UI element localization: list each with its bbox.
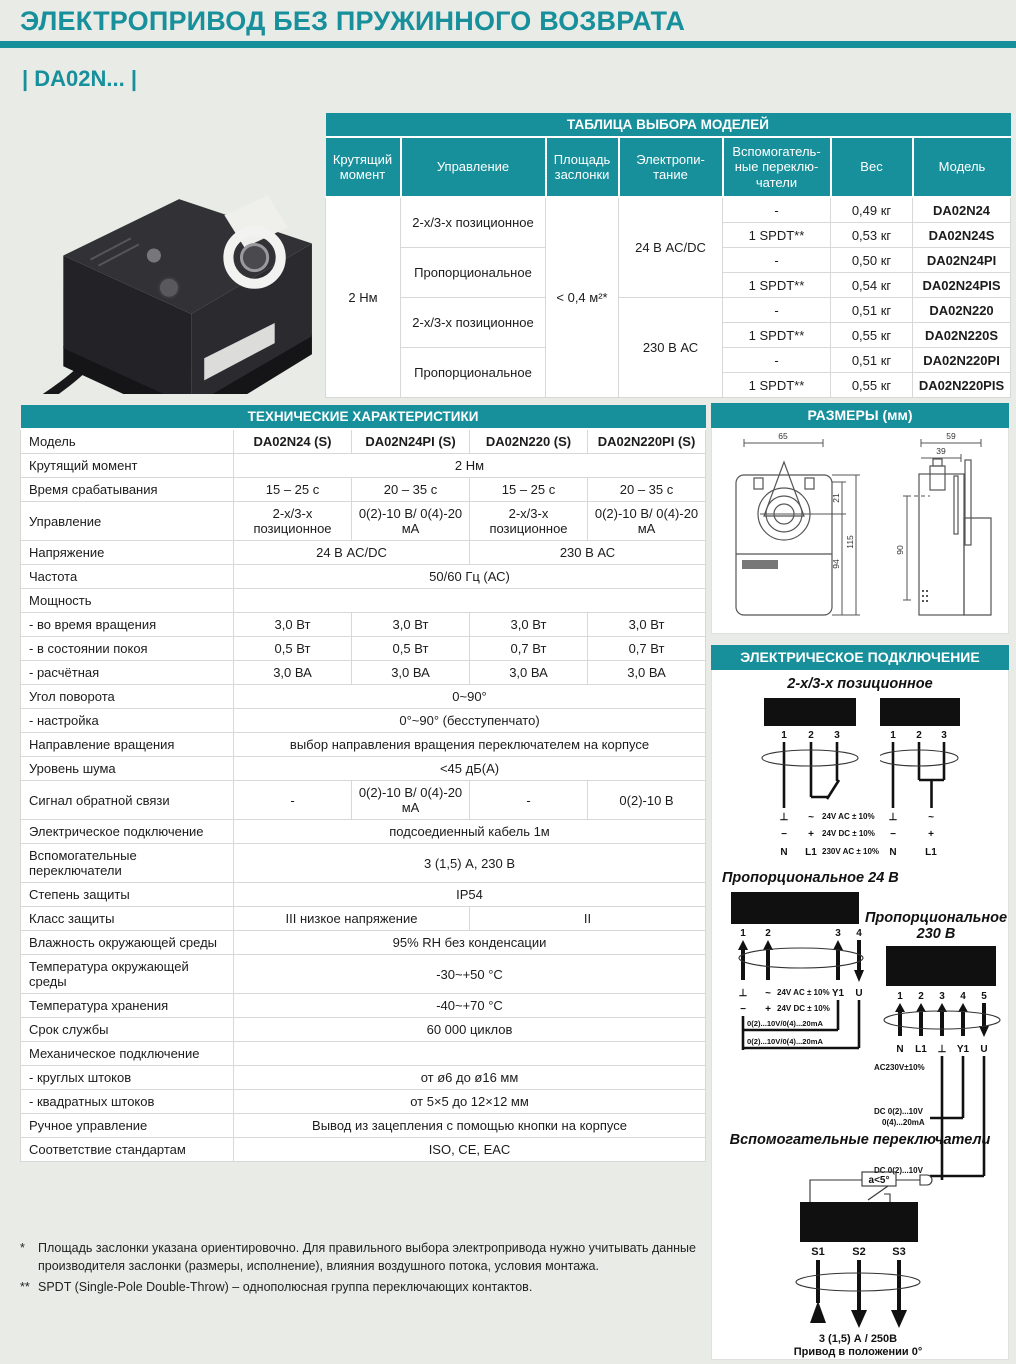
spec-value: 0,7 Вт	[588, 637, 706, 661]
spec-value: 24 В AC/DC	[234, 541, 470, 565]
svg-text:1: 1	[890, 730, 896, 741]
svg-text:94: 94	[831, 559, 841, 569]
svg-text:3: 3	[835, 928, 841, 939]
spec-value: DA02N220 (S)	[470, 429, 588, 454]
svg-text:⊥: ⊥	[779, 812, 789, 823]
spec-row	[21, 541, 706, 565]
page-title: ЭЛЕКТРОПРИВОД БЕЗ ПРУЖИННОГО ВОЗВРАТА	[20, 6, 686, 36]
area-cell: < 0,4 м²*	[546, 197, 619, 398]
spec-value: подсоедиенный кабель 1м	[234, 820, 706, 844]
spec-row	[21, 613, 706, 637]
manual-release-button	[159, 278, 179, 298]
spec-value: II	[470, 907, 706, 931]
spec-value: 15 – 25 с	[470, 478, 588, 502]
spec-row	[21, 994, 706, 1018]
svg-text:−: −	[890, 829, 896, 840]
svg-text:90: 90	[895, 545, 905, 555]
spec-value: 3,0 ВА	[234, 661, 352, 685]
diagram-title-prop230: Пропорциональное 230 В	[864, 910, 1008, 942]
wiring-diagram-positional-24v	[722, 696, 880, 866]
side-view-drawing	[870, 430, 1002, 628]
spec-value: -30~+50 °С	[234, 955, 706, 994]
spec-row	[21, 907, 706, 931]
power-cell: 230 В АС	[619, 298, 723, 398]
spec-value: 0,7 Вт	[470, 637, 588, 661]
svg-text:24V DC ± 10%: 24V DC ± 10%	[777, 1004, 830, 1013]
svg-text:0(2)...10V/0(4)...20mA: 0(2)...10V/0(4)...20mA	[747, 1019, 823, 1028]
switch-cell: 1 SPDT**	[723, 273, 831, 298]
title-rule	[0, 41, 1016, 48]
actuator-block	[880, 698, 960, 726]
svg-text:U: U	[855, 988, 863, 999]
column-header-row	[326, 137, 1011, 197]
spec-value: 0(2)-10 В/ 0(4)-20 мА	[352, 781, 470, 820]
model-selection-table	[325, 113, 1011, 398]
spec-row	[21, 429, 706, 454]
wiring-panel	[711, 645, 1009, 1360]
col-model: Модель	[913, 137, 1011, 197]
model-cell: DA02N24S	[913, 223, 1011, 248]
model-cell: DA02N220S	[913, 323, 1011, 348]
svg-text:39: 39	[936, 446, 946, 456]
dimensions-panel	[711, 403, 1009, 634]
spec-label: - квадратных штоков	[21, 1090, 234, 1114]
svg-text:1: 1	[897, 991, 903, 1002]
torque-cell: 2 Нм	[326, 197, 401, 398]
spec-label: Температура хранения	[21, 994, 234, 1018]
spec-value: 230 В АС	[470, 541, 706, 565]
svg-text:24V DC ± 10%: 24V DC ± 10%	[822, 829, 875, 838]
svg-text:+: +	[808, 829, 814, 840]
spec-row	[21, 1018, 706, 1042]
spec-value: IP54	[234, 883, 706, 907]
spec-row	[21, 733, 706, 757]
spec-label: Крутящий момент	[21, 454, 234, 478]
spec-label: Температура окружающей среды	[21, 955, 234, 994]
svg-text:59: 59	[946, 431, 956, 441]
spec-value: 0,5 Вт	[234, 637, 352, 661]
tech-specs-table	[20, 405, 706, 1162]
svg-text:+: +	[765, 1004, 771, 1015]
svg-text:Привод в положении 0°: Привод в положении 0°	[793, 1346, 923, 1358]
svg-text:Y1: Y1	[956, 1044, 970, 1055]
svg-text:2: 2	[808, 730, 814, 741]
spec-label: Мощность	[21, 589, 234, 613]
shaft-clamp	[241, 244, 267, 270]
svg-text:−: −	[740, 1004, 746, 1015]
table-row	[326, 197, 1011, 223]
spec-label: Направление вращения	[21, 733, 234, 757]
svg-text:~: ~	[928, 812, 934, 823]
spec-value: 3,0 ВА	[588, 661, 706, 685]
spec-row	[21, 709, 706, 733]
wiring-body	[711, 670, 1009, 1360]
spec-row	[21, 637, 706, 661]
spec-row	[21, 757, 706, 781]
spec-row	[21, 565, 706, 589]
spec-row	[21, 1066, 706, 1090]
spec-row	[21, 685, 706, 709]
spec-label: Класс защиты	[21, 907, 234, 931]
svg-text:3: 3	[939, 991, 945, 1002]
col-control: Управление	[401, 137, 546, 197]
switch-cell: 1 SPDT**	[723, 223, 831, 248]
spec-value: 0,5 Вт	[352, 637, 470, 661]
spec-value: 0°~90° (бесступенчато)	[234, 709, 706, 733]
spec-value: 3,0 ВА	[470, 661, 588, 685]
spec-value: 3,0 Вт	[234, 613, 352, 637]
switch-block	[800, 1202, 918, 1242]
spec-value: от ø6 до ø16 мм	[234, 1066, 706, 1090]
svg-text:2: 2	[918, 991, 924, 1002]
svg-text:AC230V±10%: AC230V±10%	[874, 1063, 925, 1072]
spec-row	[21, 781, 706, 820]
actuator-block	[886, 946, 996, 986]
model-cell: DA02N24	[913, 197, 1011, 223]
spec-row	[21, 478, 706, 502]
spec-value: 3 (1,5) А, 230 В	[234, 844, 706, 883]
weight-cell: 0,54 кг	[831, 273, 913, 298]
spec-value: выбор направления вращения переключателем на корпусе	[234, 733, 706, 757]
table-row	[326, 298, 1011, 323]
spec-value	[234, 1042, 706, 1066]
svg-text:⊥: ⊥	[738, 988, 748, 999]
svg-text:DC 0(2)...10V: DC 0(2)...10V	[874, 1166, 923, 1175]
control-cell: 2-х/3-х позиционное	[401, 298, 546, 348]
spec-label: Вспомогательные переключатели	[21, 844, 234, 883]
spec-value: 0(2)-10 В	[588, 781, 706, 820]
footnotes	[20, 1240, 708, 1301]
wiring-diagram-prop-230v	[872, 946, 1010, 1188]
spec-row	[21, 820, 706, 844]
spec-row	[21, 955, 706, 994]
svg-text:N: N	[896, 1044, 904, 1055]
spec-value: 2-х/3-х позиционное	[234, 502, 352, 541]
front-view-drawing	[720, 430, 868, 628]
model-cell: DA02N220	[913, 298, 1011, 323]
spec-label: Сигнал обратной связи	[21, 781, 234, 820]
svg-text:S1: S1	[811, 1246, 825, 1258]
switch-cell: -	[723, 298, 831, 323]
svg-text:U: U	[980, 1044, 988, 1055]
svg-text:L1: L1	[915, 1044, 927, 1055]
svg-text:N: N	[889, 847, 897, 858]
spec-row	[21, 1138, 706, 1162]
svg-text:DC 0(2)...10V: DC 0(2)...10V	[874, 1107, 923, 1116]
col-area: Площадь заслонки	[546, 137, 619, 197]
spec-value: 60 000 циклов	[234, 1018, 706, 1042]
svg-text:3 (1,5) А / 250В: 3 (1,5) А / 250В	[818, 1333, 898, 1345]
weight-cell: 0,53 кг	[831, 223, 913, 248]
svg-text:65: 65	[778, 431, 788, 441]
spec-value: 0(2)-10 В/ 0(4)-20 мА	[588, 502, 706, 541]
table-title-row	[21, 405, 706, 429]
weight-cell: 0,55 кг	[831, 323, 913, 348]
spec-label: Модель	[21, 429, 234, 454]
control-cell: Пропорциональное	[401, 248, 546, 298]
diagram-title-positional: 2-х/3-х позиционное	[787, 676, 933, 692]
dimensions-header: РАЗМЕРЫ (мм)	[711, 403, 1009, 428]
spec-value: 3,0 Вт	[470, 613, 588, 637]
spec-label: Ручное управление	[21, 1114, 234, 1138]
svg-text:115: 115	[845, 535, 855, 549]
spec-row	[21, 454, 706, 478]
svg-text:0(4)...20mA: 0(4)...20mA	[882, 1118, 925, 1127]
svg-text:L1: L1	[805, 847, 817, 858]
spec-row	[21, 1114, 706, 1138]
model-cell: DA02N24PIS	[913, 273, 1011, 298]
footnote-marker: **	[20, 1280, 30, 1294]
spec-value: 0(2)-10 В/ 0(4)-20 мА	[352, 502, 470, 541]
product-photo	[18, 106, 320, 394]
svg-text:24V AC ± 10%: 24V AC ± 10%	[822, 812, 875, 821]
svg-text:230V AC ± 10%: 230V AC ± 10%	[822, 847, 880, 856]
spec-label: - расчётная	[21, 661, 234, 685]
svg-text:Y1: Y1	[831, 988, 845, 999]
switch-cell: -	[723, 348, 831, 373]
footnote-spdt	[20, 1279, 708, 1297]
col-weight: Вес	[831, 137, 913, 197]
spec-value: 3,0 ВА	[352, 661, 470, 685]
spec-row	[21, 1090, 706, 1114]
svg-text:21: 21	[831, 493, 841, 503]
switch-cell: 1 SPDT**	[723, 373, 831, 398]
svg-text:L1: L1	[925, 847, 937, 858]
spec-value: 20 – 35 с	[588, 478, 706, 502]
svg-text:3: 3	[941, 730, 947, 741]
spec-value: от 5×5 до 12×12 мм	[234, 1090, 706, 1114]
svg-text:0(2)...10V/0(4)...20mA: 0(2)...10V/0(4)...20mA	[747, 1037, 823, 1046]
weight-cell: 0,51 кг	[831, 348, 913, 373]
wiring-header: ЭЛЕКТРИЧЕСКОЕ ПОДКЛЮЧЕНИЕ	[711, 645, 1009, 670]
spec-label: - настройка	[21, 709, 234, 733]
spec-label: Угол поворота	[21, 685, 234, 709]
control-cell: Пропорциональное	[401, 348, 546, 398]
control-cell: 2-х/3-х позиционное	[401, 197, 546, 248]
weight-cell: 0,49 кг	[831, 197, 913, 223]
svg-text:N: N	[780, 847, 788, 858]
power-cell: 24 В AC/DC	[619, 197, 723, 298]
spec-label: Управление	[21, 502, 234, 541]
col-torque: Крутящий момент	[326, 137, 401, 197]
svg-text:4: 4	[856, 928, 862, 939]
spec-row	[21, 502, 706, 541]
tech-table-title: ТЕХНИЧЕСКИЕ ХАРАКТЕРИСТИКИ	[21, 405, 706, 429]
spec-value: III низкое напряжение	[234, 907, 470, 931]
svg-text:3: 3	[834, 730, 840, 741]
model-cell: DA02N220PIS	[913, 373, 1011, 398]
spec-value: 3,0 Вт	[352, 613, 470, 637]
spec-row	[21, 883, 706, 907]
spec-label: Время срабатывания	[21, 478, 234, 502]
diagram-title-aux: Вспомогательные переключатели	[729, 1132, 991, 1148]
spec-value: DA02N24 (S)	[234, 429, 352, 454]
model-table-title: ТАБЛИЦА ВЫБОРА МОДЕЛЕЙ	[326, 113, 1011, 137]
spec-value: 15 – 25 с	[234, 478, 352, 502]
weight-cell: 0,55 кг	[831, 373, 913, 398]
svg-text:⊥: ⊥	[888, 812, 898, 823]
model-cell: DA02N220PI	[913, 348, 1011, 373]
spec-label: - во время вращения	[21, 613, 234, 637]
spec-value: -	[234, 781, 352, 820]
spec-label: Напряжение	[21, 541, 234, 565]
spec-label: Срок службы	[21, 1018, 234, 1042]
switch-cell: 1 SPDT**	[723, 323, 831, 348]
spec-label: Уровень шума	[21, 757, 234, 781]
weight-cell: 0,51 кг	[831, 298, 913, 323]
weight-cell: 0,50 кг	[831, 248, 913, 273]
svg-text:2: 2	[916, 730, 922, 741]
spec-value: 50/60 Гц (АС)	[234, 565, 706, 589]
spec-label: - в состоянии покоя	[21, 637, 234, 661]
model-cell: DA02N24PI	[913, 248, 1011, 273]
footnote-area	[20, 1240, 708, 1275]
spec-label: Влажность окружающей среды	[21, 931, 234, 955]
spec-row	[21, 589, 706, 613]
svg-text:1: 1	[781, 730, 787, 741]
col-power: Электропи-тание	[619, 137, 723, 197]
spec-row	[21, 931, 706, 955]
svg-text:−: −	[781, 829, 787, 840]
spec-value: 95% RH без конденсации	[234, 931, 706, 955]
spec-label: Электрическое подключение	[21, 820, 234, 844]
spec-value	[234, 589, 706, 613]
spec-label: Механическое подключение	[21, 1042, 234, 1066]
spec-value: ISO, CE, EAC	[234, 1138, 706, 1162]
spec-label: Частота	[21, 565, 234, 589]
spec-value: 2 Нм	[234, 454, 706, 478]
footnote-text: SPDT (Single-Pole Double-Throw) – однополюсная группа переключающих контактов.	[38, 1280, 533, 1294]
spec-row	[21, 661, 706, 685]
svg-text:+: +	[928, 829, 934, 840]
series-code: | DA02N... |	[22, 66, 138, 91]
wiring-diagram-positional-230v	[880, 696, 986, 866]
spec-label: Степень защиты	[21, 883, 234, 907]
svg-text:~: ~	[765, 988, 771, 999]
spec-value: 2-х/3-х позиционное	[470, 502, 588, 541]
svg-text:24V AC ± 10%: 24V AC ± 10%	[777, 988, 830, 997]
spec-value: 3,0 Вт	[588, 613, 706, 637]
spec-value: 20 – 35 с	[352, 478, 470, 502]
svg-text:2: 2	[765, 928, 771, 939]
switch-cell: -	[723, 248, 831, 273]
wiring-diagram-aux-switches	[762, 1170, 952, 1358]
actuator-block	[764, 698, 856, 726]
footnote-text: Площадь заслонки указана ориентировочно. Для правильного выбора электропривода нужно учитывать данные производителя заслонки (размеры, исполнение), влияния воздушного потока, условия монтажа.	[38, 1241, 696, 1273]
actuator-illustration	[18, 106, 320, 394]
spec-value: <45 дБ(А)	[234, 757, 706, 781]
col-switches: Вспомогатель-ные переклю-чатели	[723, 137, 831, 197]
svg-text:~: ~	[808, 812, 814, 823]
wiring-diagram-prop-24v	[717, 892, 877, 1054]
spec-value: -	[470, 781, 588, 820]
diagram-title-prop24: Пропорциональное 24 В	[722, 870, 899, 886]
spec-label: - круглых штоков	[21, 1066, 234, 1090]
spec-value: 0~90°	[234, 685, 706, 709]
actuator-block	[731, 892, 859, 924]
svg-text:S2: S2	[852, 1246, 866, 1258]
spec-value: Вывод из зацепления с помощью кнопки на корпусе	[234, 1114, 706, 1138]
switch-cell: -	[723, 197, 831, 223]
spec-row	[21, 844, 706, 883]
spec-row	[21, 1042, 706, 1066]
spec-value: DA02N24PI (S)	[352, 429, 470, 454]
spec-value: -40~+70 °С	[234, 994, 706, 1018]
svg-text:5: 5	[981, 991, 987, 1002]
spec-value: DA02N220PI (S)	[588, 429, 706, 454]
svg-text:⊥: ⊥	[937, 1044, 947, 1055]
svg-text:S3: S3	[892, 1246, 906, 1258]
dimensions-body	[711, 428, 1009, 634]
svg-text:1: 1	[740, 928, 746, 939]
svg-text:4: 4	[960, 991, 966, 1002]
table-title-row	[326, 113, 1011, 137]
footnote-marker: *	[20, 1241, 25, 1255]
svg-text:a<5°: a<5°	[868, 1175, 890, 1186]
spec-label: Соответствие стандартам	[21, 1138, 234, 1162]
